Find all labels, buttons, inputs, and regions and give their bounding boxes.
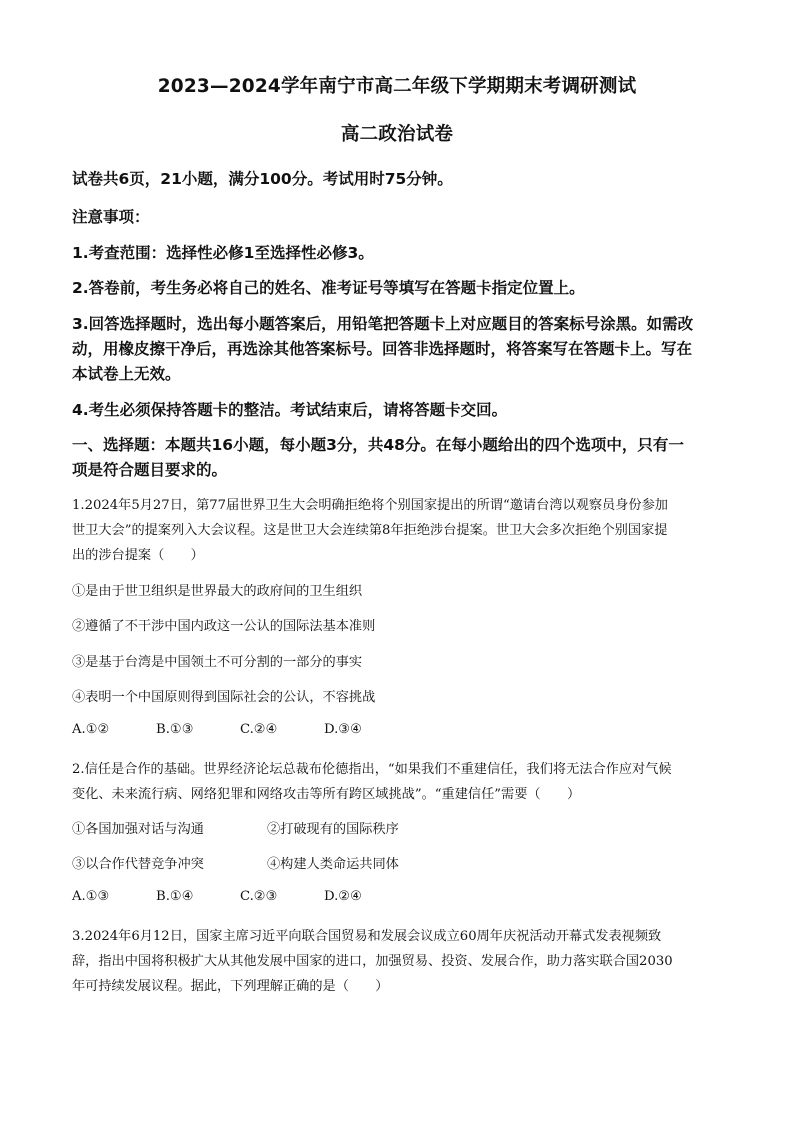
choice-b: B.①③ [156,722,194,737]
note-item: 本试卷上无效。 [72,365,181,383]
section-heading-cont: 项是符合题目要求的。 [72,461,228,479]
question-1-stem: 出的涉台提案（ ） [72,548,204,563]
question-2-option: ④构建人类命运共同体 [267,857,399,872]
choice-c: C.②③ [240,889,278,904]
question-2-stem: 变化、未来流行病、网络犯罪和网络攻击等所有跨区域挑战”。“重建信任”需要（ ） [72,787,581,802]
question-2-stem: 2.信任是合作的基础。世界经济论坛总裁布伦德指出，“如果我们不重建信任，我们将无法合作应对气候 [72,762,672,777]
exam-intro: 试卷共6页，21小题，满分100分。考试用时75分钟。 [72,170,453,188]
note-item: 3.回答选择题时，选出每小题答案后，用铅笔把答题卡上对应题目的答案标号涂黑。如需改 [72,315,694,333]
question-2-option: ①各国加强对话与沟通 [72,822,204,837]
question-2-option: ③以合作代替竞争冲突 [72,857,204,872]
question-1-stem: 1.2024年5月27日，第77届世界卫生大会明确拒绝将个别国家提出的所谓“邀请台湾以观察员身份参加 [72,498,668,513]
notes-heading: 注意事项： [72,208,150,226]
exam-title: 2023—2024学年南宁市高二年级下学期期末考调研测试 [157,76,637,97]
question-1-option: ①是由于世卫组织是世界最大的政府间的卫生组织 [72,584,363,599]
note-item: 4.考生必须保持答题卡的整洁。考试结束后，请将答题卡交回。 [72,401,508,419]
choice-d: D.②④ [324,889,362,904]
choice-b: B.①④ [156,889,194,904]
question-1-option: ④表明一个中国原则得到国际社会的公认，不容挑战 [72,690,376,705]
question-2-option: ②打破现有的国际秩序 [267,822,399,837]
note-item: 动，用橡皮擦干净后，再选涂其他答案标号。回答非选择题时，将答案写在答题卡上。写在 [72,340,693,358]
exam-subtitle: 高二政治试卷 [340,124,454,145]
question-1-stem: 世卫大会”的提案列入大会议程。这是世卫大会连续第8年拒绝涉台提案。世卫大会多次拒绝个别国家提 [72,523,668,538]
question-1-option: ②遵循了不干涉中国内政这一公认的国际法基本准则 [72,619,376,634]
section-heading: 一、选择题：本题共16小题，每小题3分，共48分。在每小题给出的四个选项中，只有一 [72,436,684,454]
choice-c: C.②④ [240,722,278,737]
question-3-stem: 辞，指出中国将积极扩大从其他发展中国家的进口，加强贸易、投资、发展合作，助力落实联合国2030 [72,954,673,969]
question-1-option: ③是基于台湾是中国领土不可分割的一部分的事实 [72,655,363,670]
note-item: 2.答卷前，考生务必将自己的姓名、准考证号等填写在答题卡指定位置上。 [72,279,585,297]
note-item: 1.考查范围：选择性必修1至选择性必修3。 [72,244,374,262]
choice-a: A.①② [72,722,110,737]
question-3-stem: 3.2024年6月12日，国家主席习近平向联合国贸易和发展会议成立60周年庆祝活动开幕式发表视频致 [72,929,662,944]
choice-a: A.①③ [72,889,110,904]
choice-d: D.③④ [324,722,362,737]
question-3-stem: 年可持续发展议程。据此，下列理解正确的是（ ） [72,979,389,994]
